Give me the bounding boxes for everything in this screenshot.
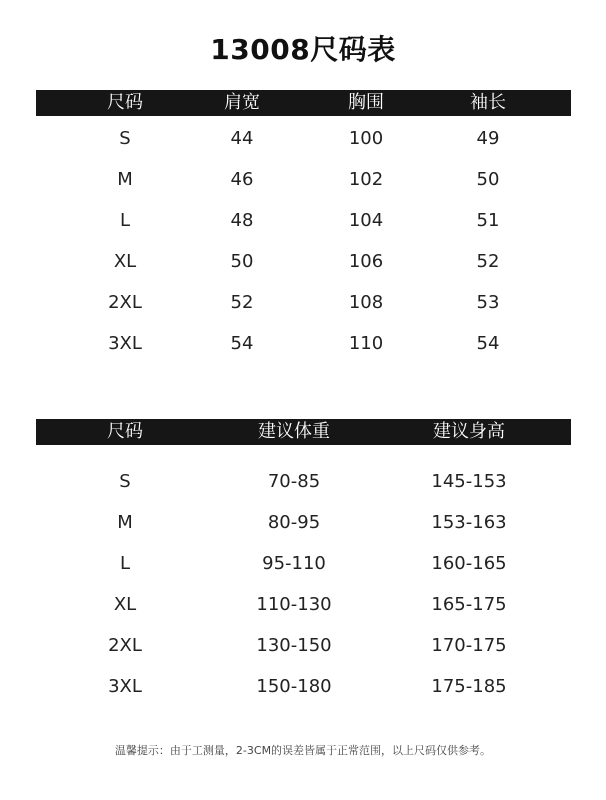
size-cell: S (119, 128, 131, 149)
recommendation-table (36, 419, 571, 707)
weight-cell: 130-150 (256, 635, 332, 656)
measurement-table-header (36, 90, 571, 116)
size-cell: S (119, 471, 131, 492)
header-shoulder: 肩宽 (224, 92, 260, 113)
weight-cell: 70-85 (267, 471, 321, 492)
height-cell: 170-175 (431, 635, 507, 656)
size-cell: M (117, 169, 133, 190)
table-row (36, 282, 571, 323)
weight-cell: 110-130 (256, 594, 332, 615)
shoulder-cell: 46 (230, 169, 254, 190)
table-row (36, 666, 571, 707)
table-row (36, 200, 571, 241)
table-row (36, 502, 571, 543)
table-row (36, 159, 571, 200)
size-cell: L (119, 553, 131, 574)
height-cell: 165-175 (431, 594, 507, 615)
shoulder-cell: 48 (230, 210, 254, 231)
table-row (36, 323, 571, 364)
height-cell: 160-165 (431, 553, 507, 574)
table-row (36, 118, 571, 159)
sleeve-cell: 52 (476, 251, 500, 272)
size-note: 温馨提示：由于工测量，2-3CM的误差皆属于正常范围，以上尺码仅供参考。 (114, 744, 492, 757)
recommendation-table-header (36, 419, 571, 445)
size-cell: 2XL (108, 292, 142, 313)
height-cell: 145-153 (431, 471, 507, 492)
weight-cell: 80-95 (267, 512, 321, 533)
measurement-table (36, 90, 571, 364)
header-size: 尺码 (107, 421, 143, 442)
sleeve-cell: 53 (476, 292, 500, 313)
table-row (36, 461, 571, 502)
chest-cell: 110 (348, 333, 384, 354)
header-chest: 胸围 (348, 92, 384, 113)
page-title: 13008尺码表 (210, 33, 396, 66)
table-row (36, 625, 571, 666)
weight-cell: 95-110 (262, 553, 326, 574)
height-cell: 175-185 (431, 676, 507, 697)
header-sleeve: 袖长 (470, 92, 506, 113)
header-height: 建议身高 (433, 421, 505, 442)
size-cell: 3XL (108, 333, 142, 354)
sleeve-cell: 49 (476, 128, 500, 149)
shoulder-cell: 50 (230, 251, 254, 272)
sleeve-cell: 54 (476, 333, 500, 354)
size-cell: M (117, 512, 133, 533)
size-cell: 2XL (108, 635, 142, 656)
weight-cell: 150-180 (256, 676, 332, 697)
chest-cell: 102 (348, 169, 384, 190)
size-cell: L (119, 210, 131, 231)
shoulder-cell: 44 (230, 128, 254, 149)
size-cell: XL (113, 251, 137, 272)
chest-cell: 108 (348, 292, 384, 313)
header-size: 尺码 (107, 92, 143, 113)
height-cell: 153-163 (431, 512, 507, 533)
chest-cell: 100 (348, 128, 384, 149)
table-row (36, 543, 571, 584)
header-weight: 建议体重 (258, 421, 330, 442)
size-cell: 3XL (108, 676, 142, 697)
chest-cell: 104 (348, 210, 384, 231)
size-cell: XL (113, 594, 137, 615)
shoulder-cell: 52 (230, 292, 254, 313)
sleeve-cell: 51 (476, 210, 500, 231)
sleeve-cell: 50 (476, 169, 500, 190)
shoulder-cell: 54 (230, 333, 254, 354)
chest-cell: 106 (348, 251, 384, 272)
table-row (36, 584, 571, 625)
table-row (36, 241, 571, 282)
